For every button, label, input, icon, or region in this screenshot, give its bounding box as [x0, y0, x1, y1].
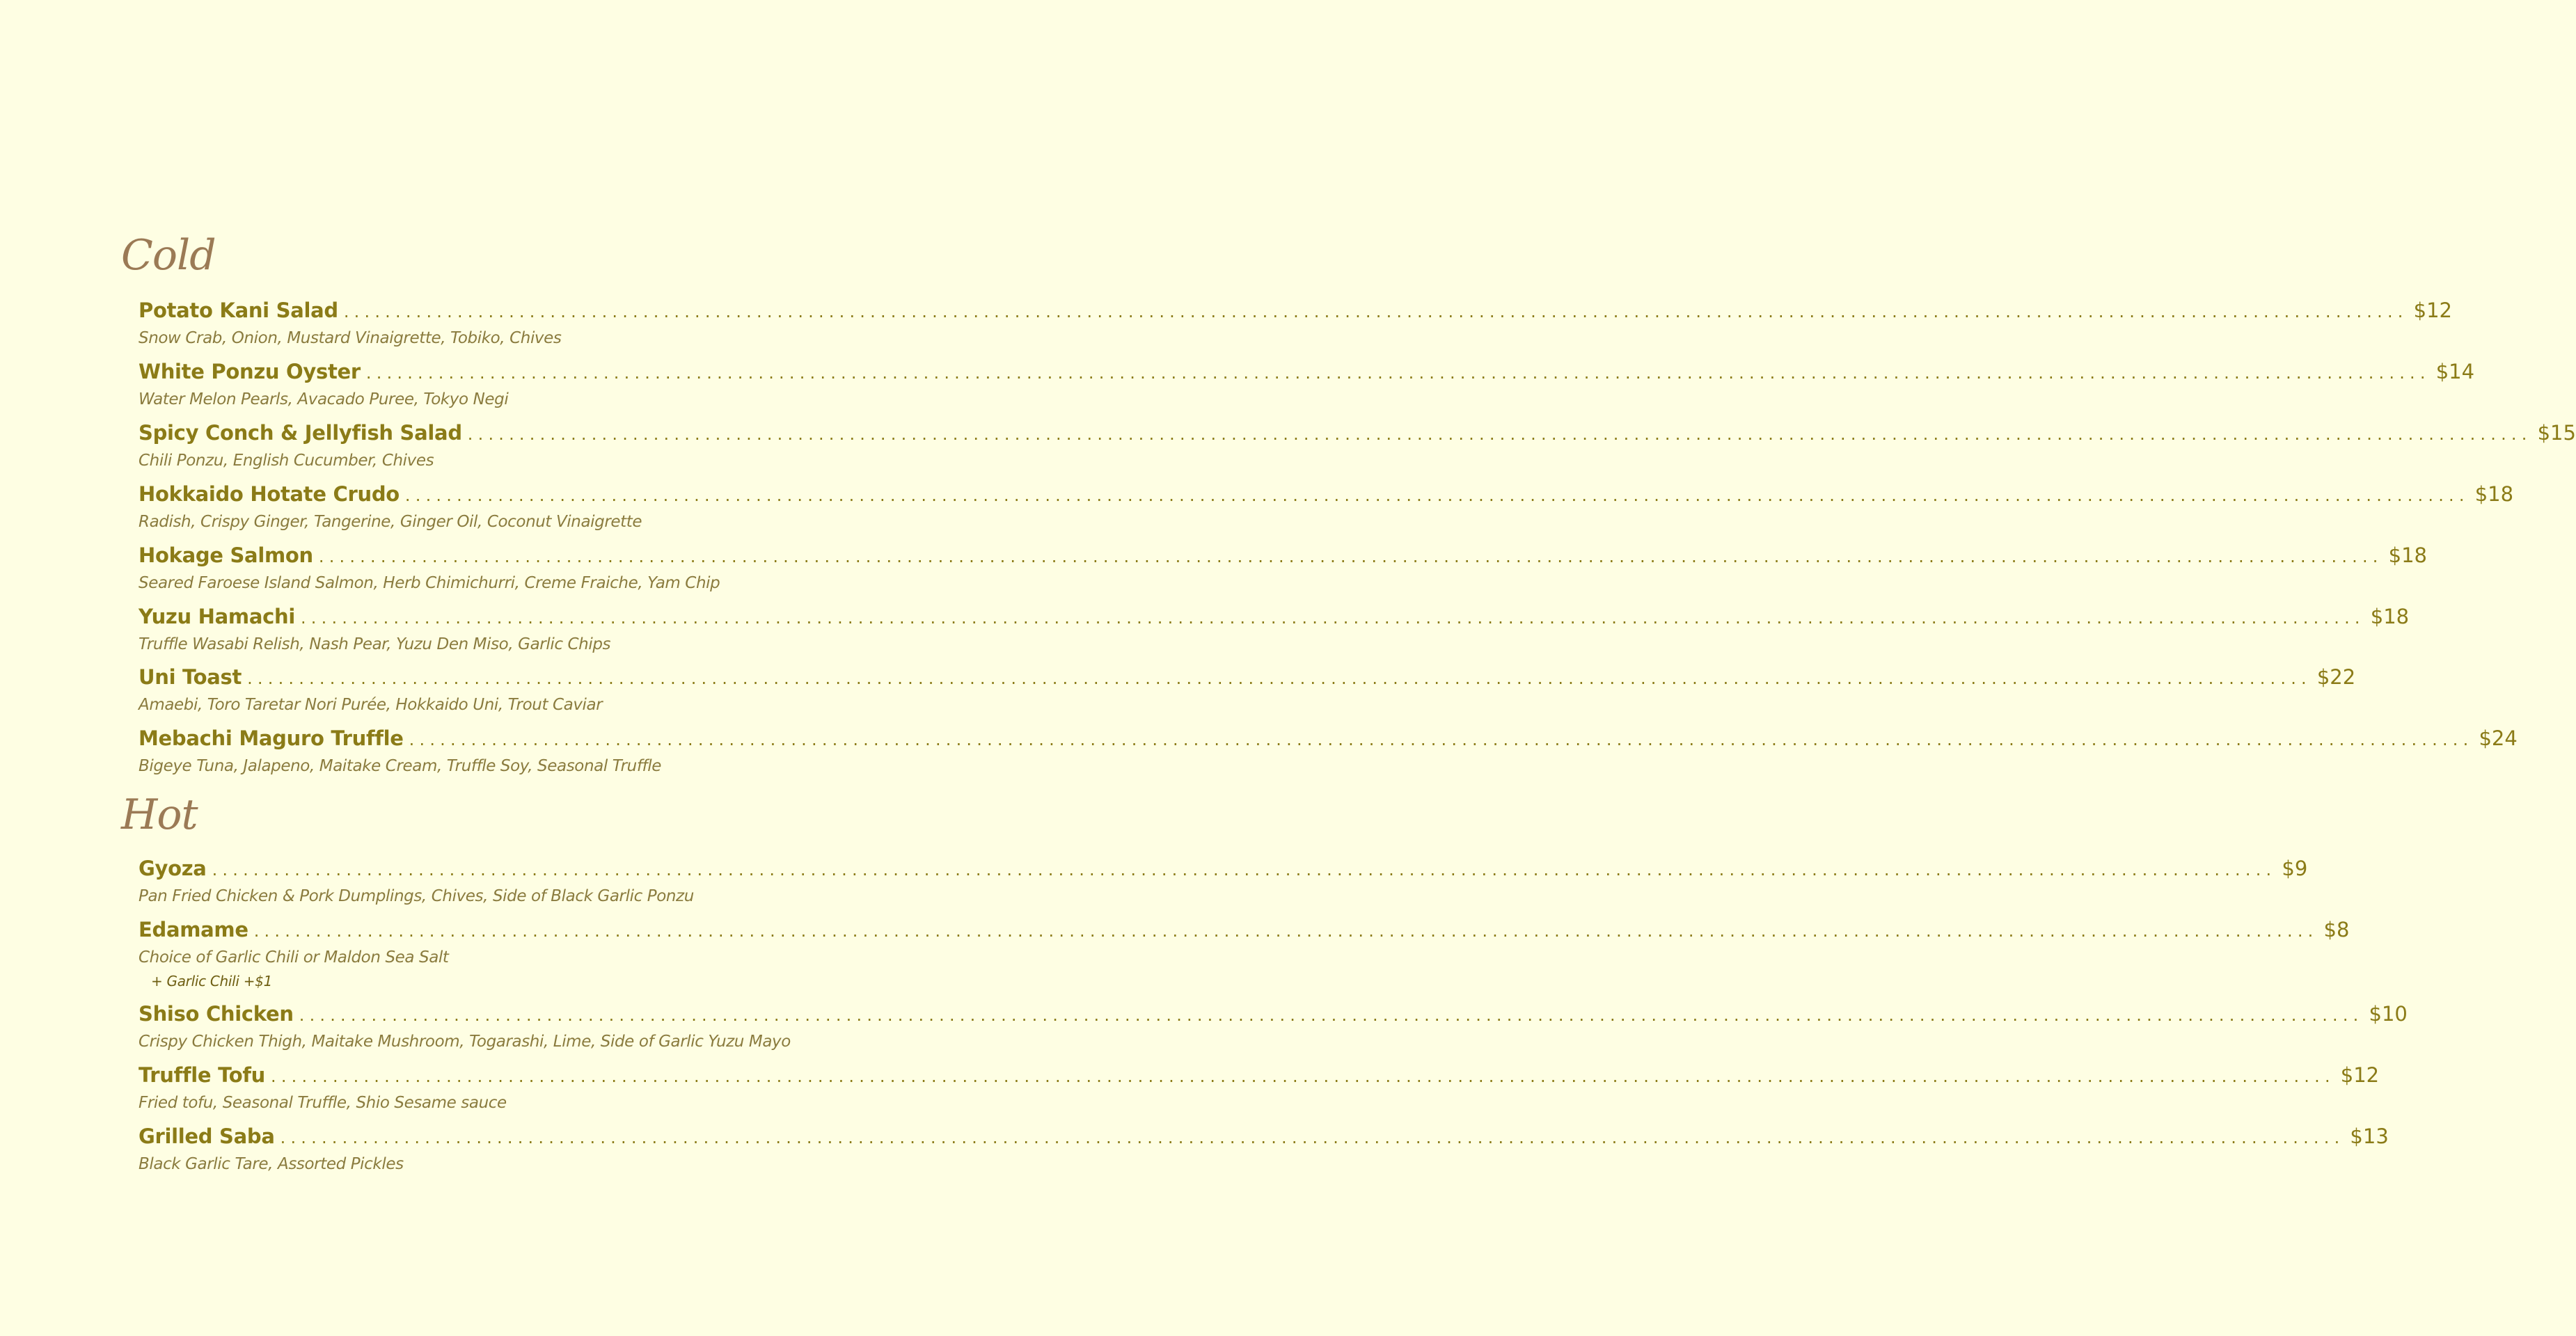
menu-item-price: $24 — [2479, 726, 2518, 750]
menu-item-price: $10 — [2369, 1002, 2408, 1026]
menu-item-price: $14 — [2435, 360, 2475, 383]
menu-item-price: $13 — [2350, 1124, 2389, 1148]
menu-item-description: Seared Faroese Island Salmon, Herb Chimichurri, Creme Fraiche, Yam Chip — [139, 574, 720, 592]
menu-item — [139, 724, 2518, 779]
menu-item — [139, 999, 2408, 1055]
menu-item — [139, 854, 2308, 909]
dot-leader: ........................................................................................................................................................................................................ — [318, 547, 2383, 566]
menu-item-name: Spicy Conch & Jellyfish Salad — [139, 421, 462, 445]
menu-item-name: Gyoza — [139, 857, 207, 880]
menu-item — [139, 602, 2410, 658]
menu-item-description: Choice of Garlic Chili or Maldon Sea Salt — [139, 948, 449, 967]
menu-item-description: Snow Crab, Onion, Mustard Vinaigrette, Tobiko, Chives — [139, 329, 562, 347]
menu-item-addon: + Garlic Chili +$1 — [151, 973, 273, 989]
menu-item-price: $18 — [2370, 605, 2410, 628]
menu-item-row — [139, 296, 2452, 325]
menu-item-description: Fried tofu, Seasonal Truffle, Shio Sesame sauce — [139, 1094, 507, 1112]
dot-leader: ........................................................................................................................................................................................................ — [365, 363, 2431, 383]
menu-item-row — [139, 418, 2576, 447]
dot-leader: ........................................................................................................................................................................................................ — [271, 1067, 2335, 1086]
menu-item-row — [139, 724, 2518, 753]
menu-item-description: Radish, Crispy Ginger, Tangerine, Ginger Oil, Coconut Vinaigrette — [139, 513, 642, 531]
dot-leader: ........................................................................................................................................................................................................ — [300, 608, 2365, 628]
menu-item-name: Shiso Chicken — [139, 1002, 294, 1026]
section-title-hot: Hot — [121, 790, 198, 839]
menu-item — [139, 662, 2356, 718]
dot-leader: ........................................................................................................................................................................................................ — [247, 669, 2312, 688]
menu-item-name: Yuzu Hamachi — [139, 605, 295, 628]
menu-item-name: Hokkaido Hotate Crudo — [139, 482, 400, 506]
menu-item-price: $9 — [2282, 857, 2308, 880]
menu-item-row — [139, 479, 2514, 509]
menu-item-name: Hokage Salmon — [139, 543, 313, 567]
menu-item-description: Black Garlic Tare, Assorted Pickles — [139, 1155, 404, 1173]
menu-item-row — [139, 1122, 2389, 1151]
menu-item-description: Bigeye Tuna, Jalapeno, Maitake Cream, Truffle Soy, Seasonal Truffle — [139, 757, 661, 775]
menu-item — [139, 1060, 2380, 1116]
menu-item-row — [139, 1060, 2380, 1090]
menu-item-name: Mebachi Maguro Truffle — [139, 726, 404, 750]
dot-leader: ........................................................................................................................................................................................................ — [467, 424, 2532, 444]
menu-item-description: Pan Fried Chicken & Pork Dumplings, Chives, Side of Black Garlic Ponzu — [139, 887, 694, 905]
menu-item-price: $12 — [2340, 1063, 2380, 1087]
menu-item-price: $18 — [2388, 543, 2427, 567]
menu-item-price: $8 — [2323, 918, 2350, 941]
menu-item-price: $12 — [2413, 299, 2452, 322]
menu-item — [139, 357, 2475, 413]
menu-item — [139, 915, 2350, 992]
menu-item-description: Crispy Chicken Thigh, Maitake Mushroom, Togarashi, Lime, Side of Garlic Yuzu Mayo — [139, 1033, 791, 1051]
menu-item-row — [139, 602, 2410, 631]
menu-item-description: Water Melon Pearls, Avacado Puree, Tokyo Negi — [139, 390, 509, 408]
menu-item-name: Truffle Tofu — [139, 1063, 265, 1087]
menu-item-row — [139, 662, 2356, 692]
menu-item-row — [139, 999, 2408, 1028]
menu-item-price: $18 — [2474, 482, 2514, 506]
menu-item — [139, 1122, 2389, 1177]
menu-item-row — [139, 357, 2475, 386]
section-title-cold: Cold — [121, 231, 216, 280]
menu-item-name: White Ponzu Oyster — [139, 360, 361, 383]
dot-leader: ........................................................................................................................................................................................................ — [253, 921, 2318, 941]
dot-leader: ........................................................................................................................................................................................................ — [409, 730, 2474, 749]
dot-leader: ........................................................................................................................................................................................................ — [280, 1128, 2345, 1147]
dot-leader: ........................................................................................................................................................................................................ — [212, 860, 2277, 880]
menu-item — [139, 418, 2576, 474]
dot-leader: ........................................................................................................................................................................................................ — [299, 1005, 2364, 1025]
menu-item-description: Amaebi, Toro Taretar Nori Purée, Hokkaido Uni, Trout Caviar — [139, 696, 603, 714]
dot-leader: ........................................................................................................................................................................................................ — [343, 302, 2408, 321]
menu-item-description: Chili Ponzu, English Cucumber, Chives — [139, 452, 434, 470]
menu-item — [139, 296, 2452, 351]
menu-item-price: $15 — [2537, 421, 2576, 445]
menu-item — [139, 541, 2427, 596]
menu-item — [139, 479, 2514, 535]
menu-item-name: Edamame — [139, 918, 248, 941]
menu-item-name: Grilled Saba — [139, 1124, 275, 1148]
menu-item-price: $22 — [2316, 665, 2356, 689]
menu-item-description: Truffle Wasabi Relish, Nash Pear, Yuzu Den Miso, Garlic Chips — [139, 635, 611, 653]
menu-item-row — [139, 915, 2350, 944]
menu-item-row — [139, 541, 2427, 570]
menu-item-row — [139, 854, 2308, 883]
menu-item-name: Uni Toast — [139, 665, 242, 689]
menu-item-name: Potato Kani Salad — [139, 299, 338, 322]
dot-leader: ........................................................................................................................................................................................................ — [404, 486, 2470, 505]
